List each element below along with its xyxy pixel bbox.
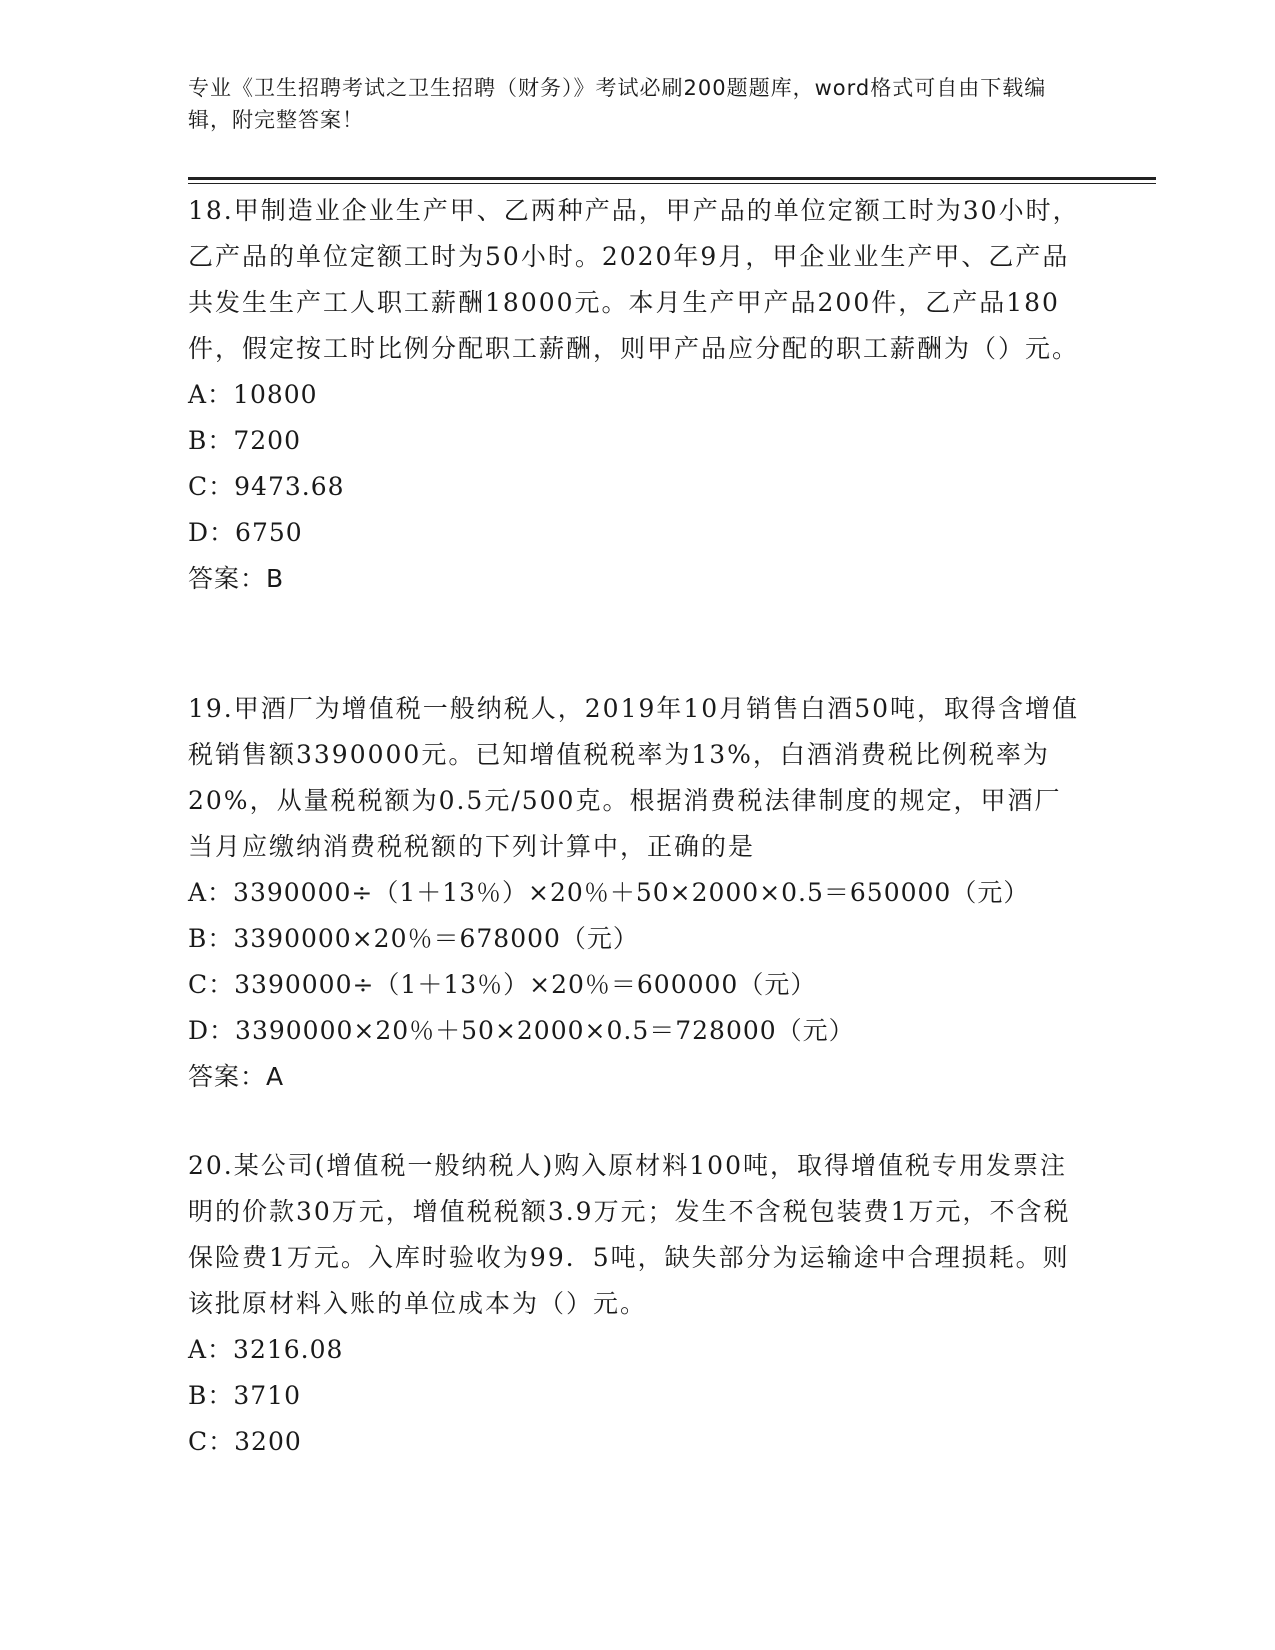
header-divider-thin: [188, 183, 1156, 184]
answer-line: 答案：A: [188, 1062, 285, 1091]
question-stem: 19.甲酒厂为增值税一般纳税人，2019年10月销售白酒50吨，取得含增值税销售额3390000元。已知增值税税率为13%，白酒消费税比例税率为20%，从量税税额为0.5元/500克。根据消费税法律制度的规定，甲酒厂当月应缴纳消费税税额的下列计算中，正确的是: [188, 694, 1080, 861]
document-header: 专业《卫生招聘考试之卫生招聘（财务）》考试必刷200题题库，word格式可自由下载编辑，附完整答案！: [188, 76, 1047, 132]
option-b: B：3710: [188, 1381, 301, 1410]
option-c: C：3200: [188, 1427, 302, 1456]
option-b: B：7200: [188, 426, 301, 455]
option-d: D：6750: [188, 518, 303, 547]
option-a: A：10800: [188, 380, 318, 409]
option-c: C：9473.68: [188, 472, 345, 501]
question-20: [188, 1143, 1088, 1465]
question-19: [188, 686, 1088, 1100]
option-c: C：3390000÷（1＋13％）×20％＝600000（元）: [188, 970, 817, 999]
question-18: [188, 188, 1088, 602]
question-stem: 20.某公司(增值税一般纳税人)购入原材料100吨，取得增值税专用发票注明的价款30万元，增值税税额3.9万元；发生不含税包装费1万元，不含税保险费1万元。入库时验收为99．5吨，缺失部分为运输途中合理损耗。则该批原材料入账的单位成本为（）元。: [188, 1151, 1071, 1318]
header-divider-thick: [188, 177, 1156, 180]
option-a: A：3390000÷（1＋13％）×20％＋50×2000×0.5＝650000（元）: [188, 878, 1030, 907]
answer-line: 答案：B: [188, 564, 285, 593]
option-d: D：3390000×20％＋50×2000×0.5＝728000（元）: [188, 1016, 855, 1045]
question-stem: 18.甲制造业企业生产甲、乙两种产品，甲产品的单位定额工时为30小时，乙产品的单位定额工时为50小时。2020年9月，甲企业业生产甲、乙产品共发生生产工人职工薪酬18000元。本月生产甲产品200件，乙产品180件，假定按工时比例分配职工薪酬，则甲产品应分配的职工薪酬为（）元。: [188, 196, 1080, 363]
option-a: A：3216.08: [188, 1335, 344, 1364]
option-b: B：3390000×20％＝678000（元）: [188, 924, 639, 953]
